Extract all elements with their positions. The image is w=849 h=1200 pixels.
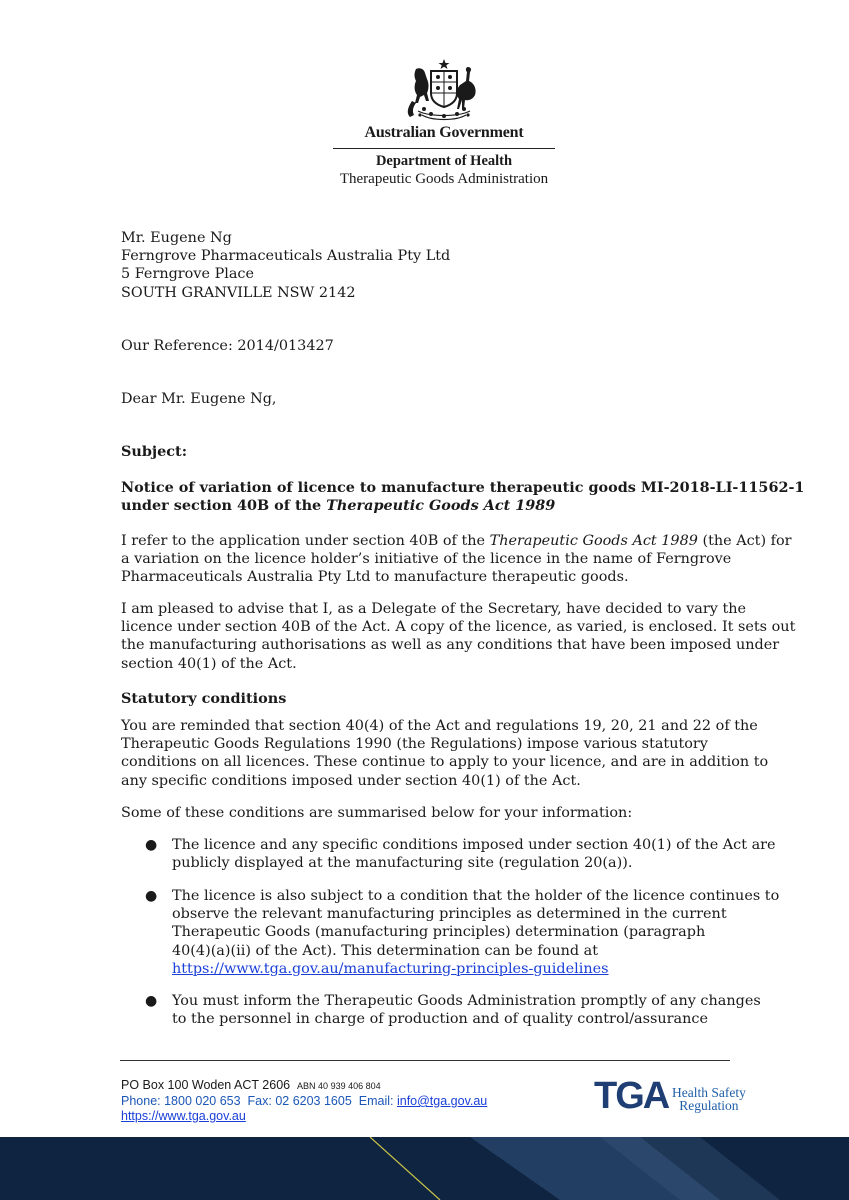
paragraph-line: conditions on all licences. These continue to apply to your licence, and are in addition to — [121, 754, 769, 771]
fax-label: Fax: — [247, 1094, 272, 1108]
recipient-name: Mr. Eugene Ng — [121, 230, 232, 246]
act-title: Therapeutic Goods Act 1989 — [326, 497, 556, 515]
list-item — [172, 836, 776, 872]
list-item — [172, 887, 780, 978]
recipient-city: SOUTH GRANVILLE NSW 2142 — [121, 284, 356, 301]
manufacturing-principles-link[interactable]: https://www.tga.gov.au/manufacturing-principles-guidelines — [172, 960, 609, 977]
list-item-line: You must inform the Therapeutic Goods Administration promptly of any changes — [172, 993, 761, 1009]
paragraph-decision — [121, 600, 796, 673]
paragraph-line: any specific conditions imposed under section 40(1) of the Act. — [121, 772, 581, 789]
paragraph-statutory — [121, 717, 769, 790]
bullet-icon: ● — [145, 888, 158, 904]
tga-logo-tagline — [672, 1086, 746, 1112]
paragraph-text: I refer to the application under section 40B of the — [121, 533, 490, 549]
website-link[interactable]: https://www.tga.gov.au — [121, 1109, 246, 1123]
paragraph-text: (the Act) for — [697, 533, 792, 549]
paragraph-line — [121, 532, 792, 550]
list-item-line: The licence is also subject to a condition that the holder of the licence continues to — [172, 888, 780, 904]
tga-logo-mark: TGA — [594, 1075, 669, 1117]
email-label: Email: — [358, 1094, 394, 1108]
postal-address: PO Box 100 Woden ACT 2606 — [121, 1078, 291, 1092]
footer-contact — [121, 1078, 487, 1124]
footer-address-line — [121, 1078, 487, 1094]
fax-number: 02 6203 1605 — [275, 1094, 352, 1108]
paragraph-line: Therapeutic Goods Regulations 1990 (the Regulations) impose various statutory — [121, 736, 708, 753]
paragraph-line: Pharmaceuticals Australia Pty Ltd to manufacture therapeutic goods. — [121, 569, 629, 586]
footer-contact-line — [121, 1094, 487, 1109]
paragraph-line: licence under section 40B of the Act. A copy of the licence, as varied, is enclosed. It sets out — [121, 619, 796, 636]
list-item — [172, 992, 761, 1028]
paragraph-line: a variation on the licence holder’s initiative of the licence in the name of Ferngrove — [121, 551, 732, 568]
phone-number: 1800 020 653 — [164, 1094, 241, 1108]
footer-divider — [120, 1060, 730, 1061]
section-heading: Statutory conditions — [121, 690, 287, 707]
subject-title — [121, 479, 805, 515]
paragraph-line: the manufacturing authorisations as well as any conditions that have been imposed under — [121, 637, 780, 654]
tga-tagline-line-2: Regulation — [679, 1098, 739, 1113]
agency-name: Therapeutic Goods Administration — [339, 171, 549, 187]
paragraph-application — [121, 532, 792, 587]
paragraph-line: section 40(1) of the Act. — [121, 655, 297, 672]
recipient-address — [121, 229, 731, 302]
phone-label: Phone: — [121, 1094, 161, 1108]
list-item-line: observe the relevant manufacturing principles as determined in the current — [172, 906, 727, 923]
footer-band — [0, 1137, 849, 1200]
tga-tagline-line-1: Health Safety — [672, 1085, 746, 1100]
paragraph-line: I am pleased to advise that I, as a Delegate of the Secretary, have decided to vary the — [121, 601, 747, 617]
abn: ABN 40 939 406 804 — [297, 1081, 381, 1091]
recipient-company: Ferngrove Pharmaceuticals Australia Pty Ltd — [121, 248, 451, 265]
subject-line-2-text: under section 40B of the — [121, 497, 327, 515]
recipient-street: 5 Ferngrove Place — [121, 266, 255, 283]
bullet-icon: ● — [145, 837, 158, 853]
email-link[interactable]: info@tga.gov.au — [396, 1094, 488, 1108]
list-item-line: Therapeutic Goods (manufacturing principles) determination (paragraph — [172, 924, 706, 941]
department-name: Department of Health — [375, 153, 513, 169]
subject-line-1: Notice of variation of licence to manufacture therapeutic goods MI-2018-LI-11562-1 — [121, 479, 805, 496]
subject-label: Subject: — [121, 443, 188, 460]
salutation: Dear Mr. Eugene Ng, — [121, 391, 277, 407]
act-title: Therapeutic Goods Act 1989 — [489, 533, 698, 549]
paragraph-summary-intro: Some of these conditions are summarised below for your information: — [121, 805, 633, 821]
subject-line-2 — [121, 497, 731, 515]
government-name: Australian Government — [364, 124, 524, 141]
paragraph-line: You are reminded that section 40(4) of the Act and regulations 19, 20, 21 and 22 of the — [121, 718, 758, 734]
reference-number: Our Reference: 2014/013427 — [121, 338, 334, 354]
list-item-line: publicly displayed at the manufacturing site (regulation 20(a)). — [172, 855, 633, 872]
list-item-line: 40(4)(a)(ii) of the Act). This determination can be found at — [172, 942, 598, 959]
letterhead-divider — [333, 148, 555, 149]
list-item-line: The licence and any specific conditions imposed under section 40(1) of the Act are — [172, 837, 776, 853]
coat-of-arms-icon — [398, 57, 490, 123]
list-item-line: to the personnel in charge of production and of quality control/assurance — [172, 1011, 708, 1028]
bullet-icon: ● — [145, 993, 158, 1009]
